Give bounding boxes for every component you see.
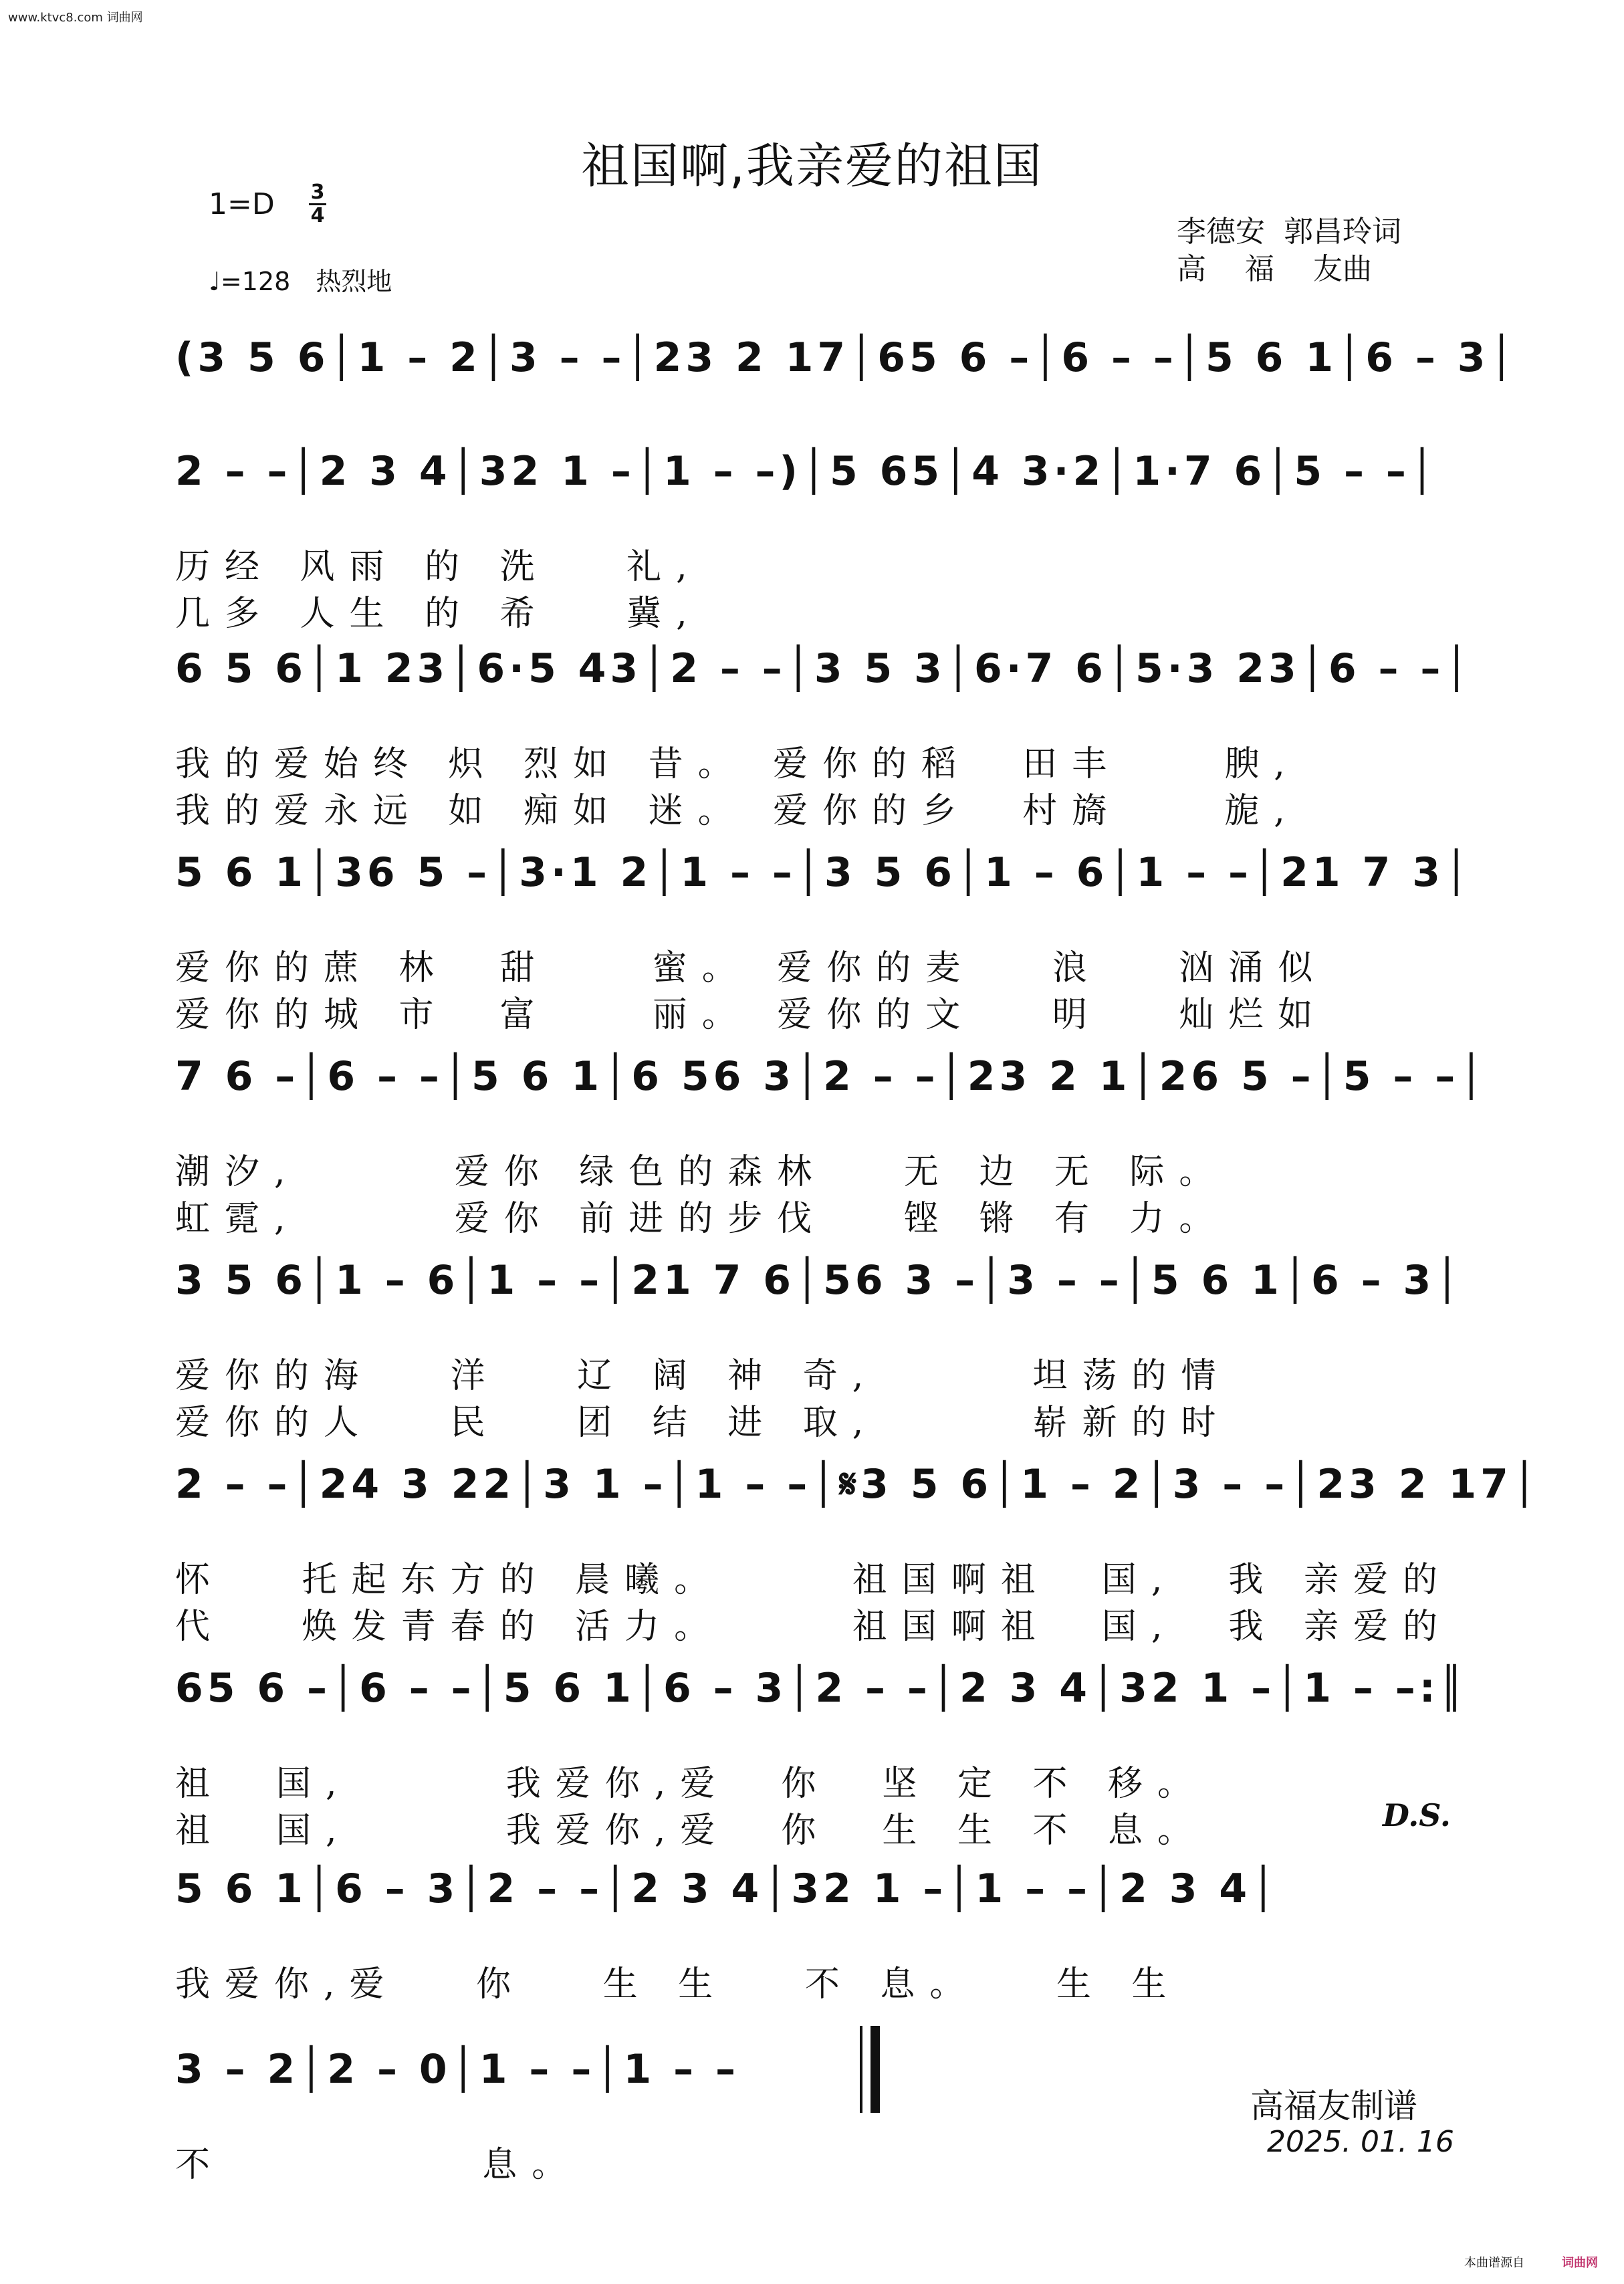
time-signature-bottom: 4 bbox=[310, 204, 325, 227]
lyric-line: 不 息。 bbox=[175, 2145, 582, 2185]
notation-line: 2 – –│24 3 22│3 1 –│1 – –│𝄋3 5 6│1 – 2│3 – –│23 2 17│ bbox=[175, 1461, 1540, 1508]
key-signature: 1=D bbox=[209, 187, 275, 221]
notation-system bbox=[175, 1441, 1540, 1508]
footer-site-label: 词曲网 bbox=[1562, 2256, 1598, 2270]
notation-system bbox=[175, 1845, 1445, 1912]
notation-system bbox=[175, 1033, 1488, 1100]
lyric-line: 几多 人生 的 希 冀, bbox=[175, 594, 702, 634]
notation-line: 5 6 1│6 – 3│2 – –│2 3 4│32 1 –│1 – –│2 3 4│ bbox=[175, 1865, 1280, 1912]
notation-line: 65 6 –│6 – –│5 6 1│6 – 3│2 – –│2 3 4│32 1 –│1 – –:║ bbox=[175, 1665, 1468, 1712]
time-signature-top: 3 bbox=[310, 181, 325, 204]
lyric-line: 虹霓, 爱你 前进的步伐 铿 锵 有 力。 bbox=[175, 1199, 1229, 1239]
site-watermark: www.ktvc8.com 词曲网 bbox=[8, 11, 143, 25]
lyric-line: 爱你的海 洋 辽 阔 神 奇, 坦荡的情 bbox=[175, 1356, 1231, 1396]
lyric-line: 历经 风雨 的 洗 礼, bbox=[175, 547, 702, 587]
score-title: 祖国啊,我亲爱的祖国 bbox=[581, 138, 1043, 194]
notation-line: 7 6 –│6 – –│5 6 1│6 56 3│2 – –│23 2 1│26 5 –│5 – –│ bbox=[175, 1053, 1488, 1100]
lyric-line: 我的爱永远 如 痴如 迷。 爱你的乡 村旖 旎, bbox=[175, 791, 1300, 831]
lyric-line: 爱你的人 民 团 结 进 取, 崭新的时 bbox=[175, 1403, 1231, 1443]
lyricist-credit: 李德安 郭昌玲词 bbox=[1177, 215, 1401, 249]
time-signature bbox=[309, 182, 326, 227]
lyric-line: 我爱你,爱 你 生 生 不 息。 生 生 bbox=[175, 1964, 1181, 2005]
notation-maker: 高福友制谱 bbox=[1250, 2087, 1417, 2126]
footer-source-label: 本曲谱源自 bbox=[1464, 2256, 1524, 2270]
final-barline-thin bbox=[860, 2026, 862, 2113]
notation-date: 2025. 01. 16 bbox=[1267, 2125, 1454, 2159]
notation-system bbox=[175, 314, 1518, 381]
lyric-line: 潮汐, 爱你 绿色的森林 无 边 无 际。 bbox=[175, 1152, 1229, 1192]
composer-credit: 高 福 友曲 bbox=[1177, 252, 1372, 286]
lyric-line: 祖 国, 我爱你,爱 你 坚 定 不 移。 bbox=[175, 1764, 1207, 1804]
lyric-line: 爱你的城 市 富 丽。 爱你的文 明 灿烂如 bbox=[175, 995, 1328, 1035]
lyric-line: 祖 国, 我爱你,爱 你 生 生 不 息。 bbox=[175, 1811, 1207, 1851]
lyric-line: 怀 托起东方的 晨曦。 祖国啊祖 国, 我 亲爱的 bbox=[175, 1560, 1452, 1600]
notation-line: 5 6 1│36 5 –│3·1 2│1 – –│3 5 6│1 – 6│1 – –│21 7 3│ bbox=[175, 849, 1473, 896]
notation-system bbox=[175, 1645, 1468, 1712]
lyric-line: 我的爱始终 炽 烈如 昔。 爱你的稻 田丰 腴, bbox=[175, 744, 1300, 784]
notation-system bbox=[175, 829, 1473, 896]
notation-line: (3 5 6│1 – 2│3 – –│23 2 17│65 6 –│6 – –│5 6 1│6 – 3│ bbox=[175, 334, 1518, 381]
notation-line: 3 – 2│2 – 0│1 – –│1 – – bbox=[175, 2046, 739, 2093]
notation-line: 6 5 6│1 23│6·5 43│2 – –│3 5 3│6·7 6│5·3 23│6 – –│ bbox=[175, 645, 1473, 692]
lyric-line: 代 焕发青春的 活力。 祖国啊祖 国, 我 亲爱的 bbox=[175, 1607, 1452, 1647]
notation-system bbox=[175, 428, 1445, 495]
notation-system bbox=[175, 625, 1473, 692]
ds-mark: D.S. bbox=[1383, 1797, 1451, 1833]
notation-line: 3 5 6│1 – 6│1 – –│21 7 6│56 3 –│3 – –│5 6 1│6 – 3│ bbox=[175, 1257, 1464, 1304]
final-barline-thick bbox=[871, 2026, 880, 2113]
notation-system bbox=[175, 1237, 1464, 1304]
tempo-marking: ♩=128 热烈地 bbox=[209, 267, 392, 296]
notation-line: 2 – –│2 3 4│32 1 –│1 – –)│5 65│4 3·2│1·7 6│5 – –│ bbox=[175, 448, 1439, 495]
lyric-line: 爱你的蔗 林 甜 蜜。 爱你的麦 浪 汹涌似 bbox=[175, 948, 1328, 988]
